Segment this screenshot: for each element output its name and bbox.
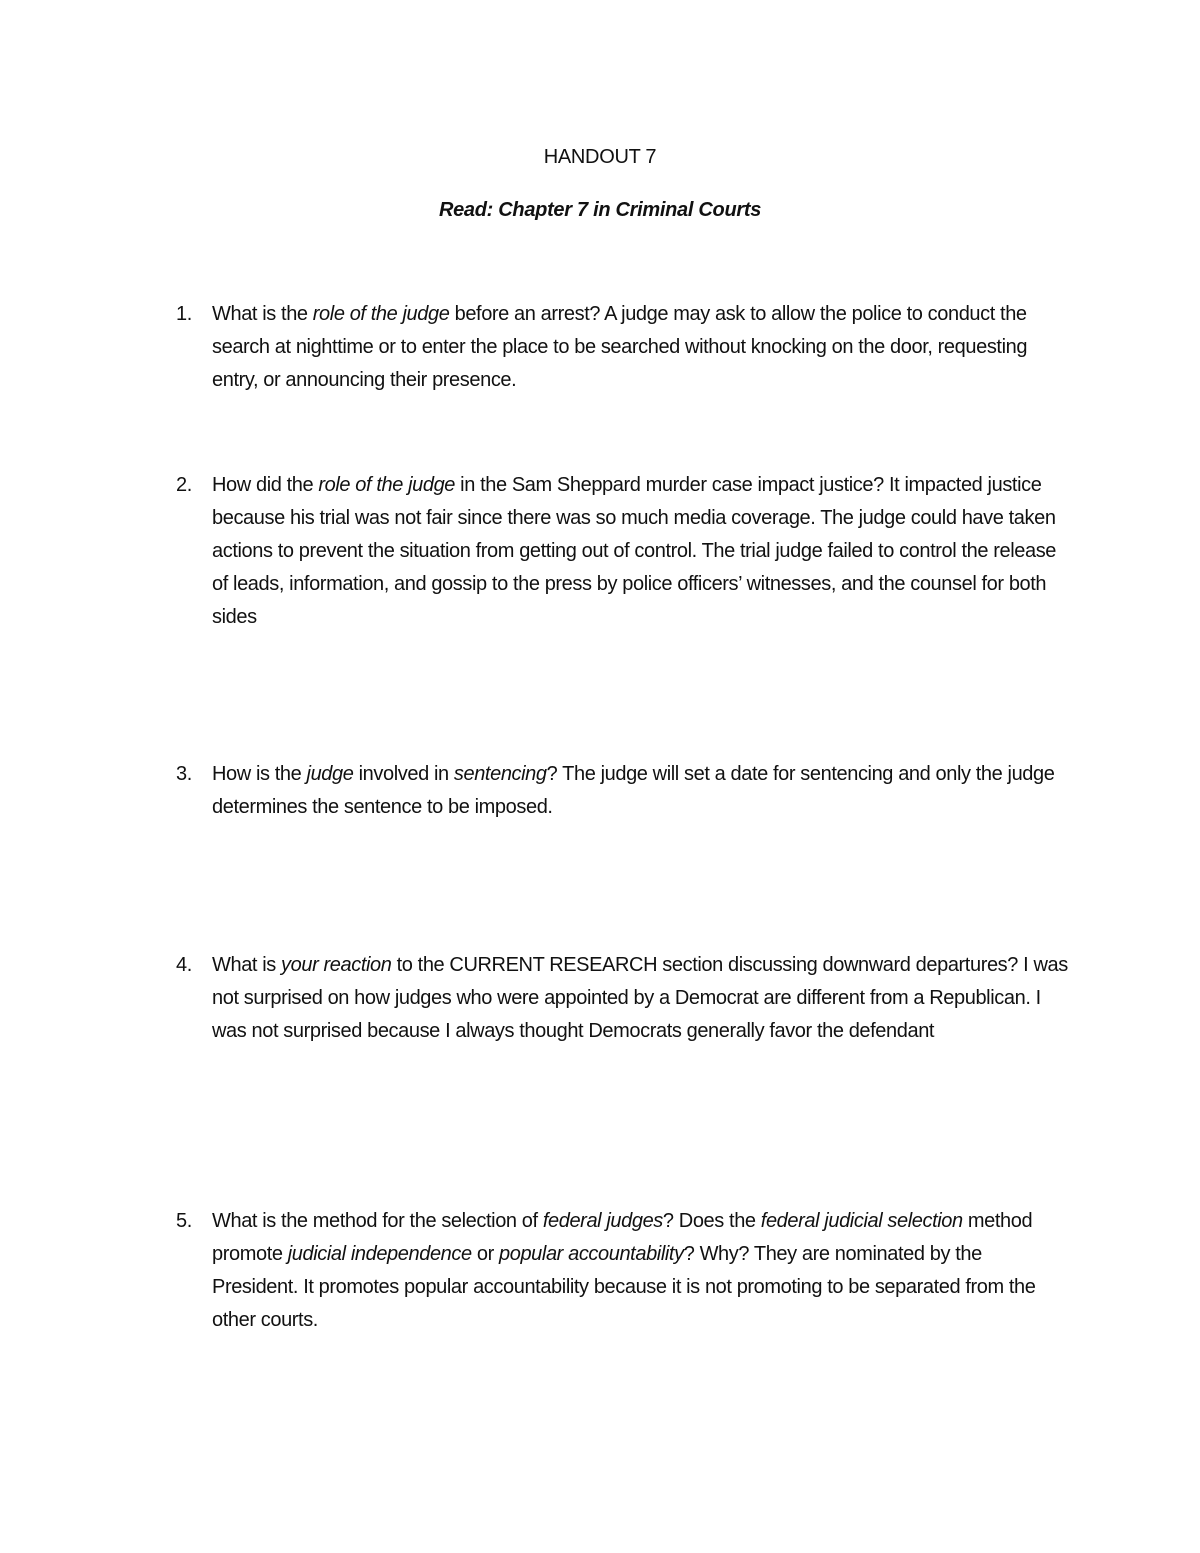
reading-assignment: Read: Chapter 7 in Criminal Courts <box>438 199 762 221</box>
question-text: What is the method for the selection of federal judges? Does the federal judicial selection method promote judicial independence or popular accountability? Why? They are nominated by the President. It promotes popular accountability because it is not promoting to be separated from the other courts. <box>212 1210 1036 1331</box>
question-number: 2. <box>176 474 192 496</box>
question-3 <box>176 758 1072 824</box>
question-1 <box>176 298 1072 397</box>
question-number: 3. <box>176 763 192 785</box>
question-5 <box>176 1205 1072 1337</box>
question-number: 1. <box>176 303 192 325</box>
document-title: HANDOUT 7 <box>543 146 657 168</box>
question-text: What is your reaction to the CURRENT RESEARCH section discussing downward departures? I was not surprised on how judges who were appointed by a Democrat are different from a Republican. I was not surprised because I always thought Democrats generally favor the defendant <box>212 954 1068 1042</box>
question-text: How is the judge involved in sentencing? The judge will set a date for sentencing and only the judge determines the sentence to be imposed. <box>212 763 1055 818</box>
question-text: How did the role of the judge in the Sam Sheppard murder case impact justice? It impacted justice because his trial was not fair since there was so much media coverage. The judge could have taken actions to prevent the situation from getting out of control. The trial judge failed to control the release of leads, information, and gossip to the press by police officers’ witnesses, and the counsel for both sides <box>212 474 1057 628</box>
question-2 <box>176 469 1072 634</box>
question-4 <box>176 949 1072 1048</box>
question-text: What is the role of the judge before an arrest? A judge may ask to allow the police to conduct the search at nighttime or to enter the place to be searched without knocking on the door, requesting entry, or announcing their presence. <box>212 303 1028 391</box>
question-number: 4. <box>176 954 192 976</box>
question-number: 5. <box>176 1210 192 1232</box>
